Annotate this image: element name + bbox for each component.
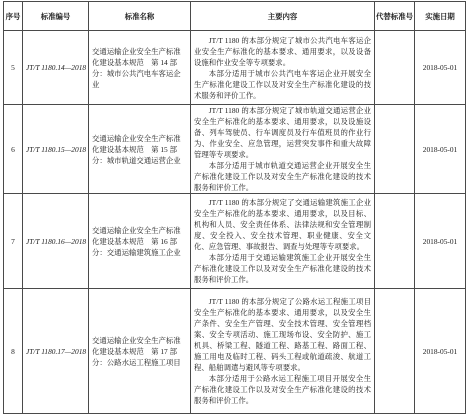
header-effective-date: 实施日期 [415, 2, 466, 31]
effective-date: 2018-05-01 [415, 105, 466, 194]
content-applicability: 本部分适用于交通运输建筑施工企业开展安全生产标准化建设工作以及对安全生产标准化建设的技术服务和评价工作。 [194, 253, 371, 284]
header-replaced-standard: 代替标准号 [375, 2, 415, 31]
header-main-content: 主要内容 [191, 2, 375, 31]
main-content [191, 289, 375, 414]
content-scope: JT/T 1180 的本部分规定了公路水运工程施工项目安全生产标准化的基本要求、通用要求，以及安全生产条件、安全生产管理、安全技术管理、安全管理档案、安全专项活动、施工现场布设、安全防护、施工机具、桥梁工程、隧道工程、路基工程、路面工程、施工用电及临时工程、码头工程或航道疏浚、航道工程、船舶调遣与避风等专项要求。 [194, 297, 371, 372]
standards-table [3, 1, 466, 414]
header-standard-name: 标准名称 [89, 2, 191, 31]
table-row [4, 31, 466, 105]
replaced-standard [375, 31, 415, 105]
row-index: 6 [4, 105, 23, 194]
content-scope: JT/T 1180 的本部分规定了交通运输建筑施工企业安全生产标准化的基本要求、通用要求，以及目标、机构和人员、安全责任体系、法律法规和安全管理制度、安全投入、安全技术管理、职业健康、安全文化、应急管理、事故报告、调查与处理等专项要求。 [194, 198, 371, 251]
main-content [191, 194, 375, 289]
standard-code: JT/T 1180.15—2018 [23, 105, 89, 194]
table-row [4, 289, 466, 414]
standard-code: JT/T 1180.14—2018 [23, 31, 89, 105]
standard-name: 交通运输企业安全生产标准化建设基本规范 第 16 部分：交通运输建筑施工企业 [89, 194, 191, 289]
replaced-standard [375, 105, 415, 194]
standard-name: 交通运输企业安全生产标准化建设基本规范 第 15 部分：城市轨道交通运营企业 [89, 105, 191, 194]
header-standard-code: 标准编号 [23, 2, 89, 31]
standard-code: JT/T 1180.17—2018 [23, 289, 89, 414]
effective-date: 2018-05-01 [415, 194, 466, 289]
row-index: 7 [4, 194, 23, 289]
table-row [4, 194, 466, 289]
header-index: 序号 [4, 2, 23, 31]
standard-code: JT/T 1180.16—2018 [23, 194, 89, 289]
content-applicability: 本部分适用于城市轨道交通运营企业开展安全生产标准化建设工作以及对安全生产标准化建设的技术服务和评价工作。 [194, 161, 371, 192]
replaced-standard [375, 289, 415, 414]
content-scope: JT/T 1180 的本部分规定了城市公共汽电车客运企业安全生产标准化的基本要求、通用要求，以及设备设施和作业安全等专项要求。 [194, 35, 371, 67]
standard-name: 交通运输企业安全生产标准化建设基本规范 第 17 部分：公路水运工程施工项目 [89, 289, 191, 414]
main-content [191, 105, 375, 194]
effective-date: 2018-05-01 [415, 31, 466, 105]
content-applicability: 本部分适用于城市公共汽电车客运企业开展安全生产标准化建设工作以及对安全生产标准化建设的技术服务和评价工作。 [194, 68, 371, 100]
content-scope: JT/T 1180 的本部分规定了城市轨道交通运营企业安全生产标准化的基本要求、通用要求，以及设施设备、列车驾驶员、行车调度员及行车值班员的作业行为、作业安全、应急管理，运营突发事件和重大故障管理等专项要求。 [194, 106, 371, 159]
table-row [4, 105, 466, 194]
main-content [191, 31, 375, 105]
row-index: 5 [4, 31, 23, 105]
table-header-row [4, 2, 466, 31]
content-applicability: 本部分适用于公路水运工程施工项目开展安全生产标准化建设工作以及对安全生产标准化建设的技术服务和评价工作。 [194, 374, 371, 405]
replaced-standard [375, 194, 415, 289]
effective-date: 2018-05-01 [415, 289, 466, 414]
standard-name: 交通运输企业安全生产标准化建设基本规范 第 14 部分：城市公共汽电车客运企业 [89, 31, 191, 105]
row-index: 8 [4, 289, 23, 414]
